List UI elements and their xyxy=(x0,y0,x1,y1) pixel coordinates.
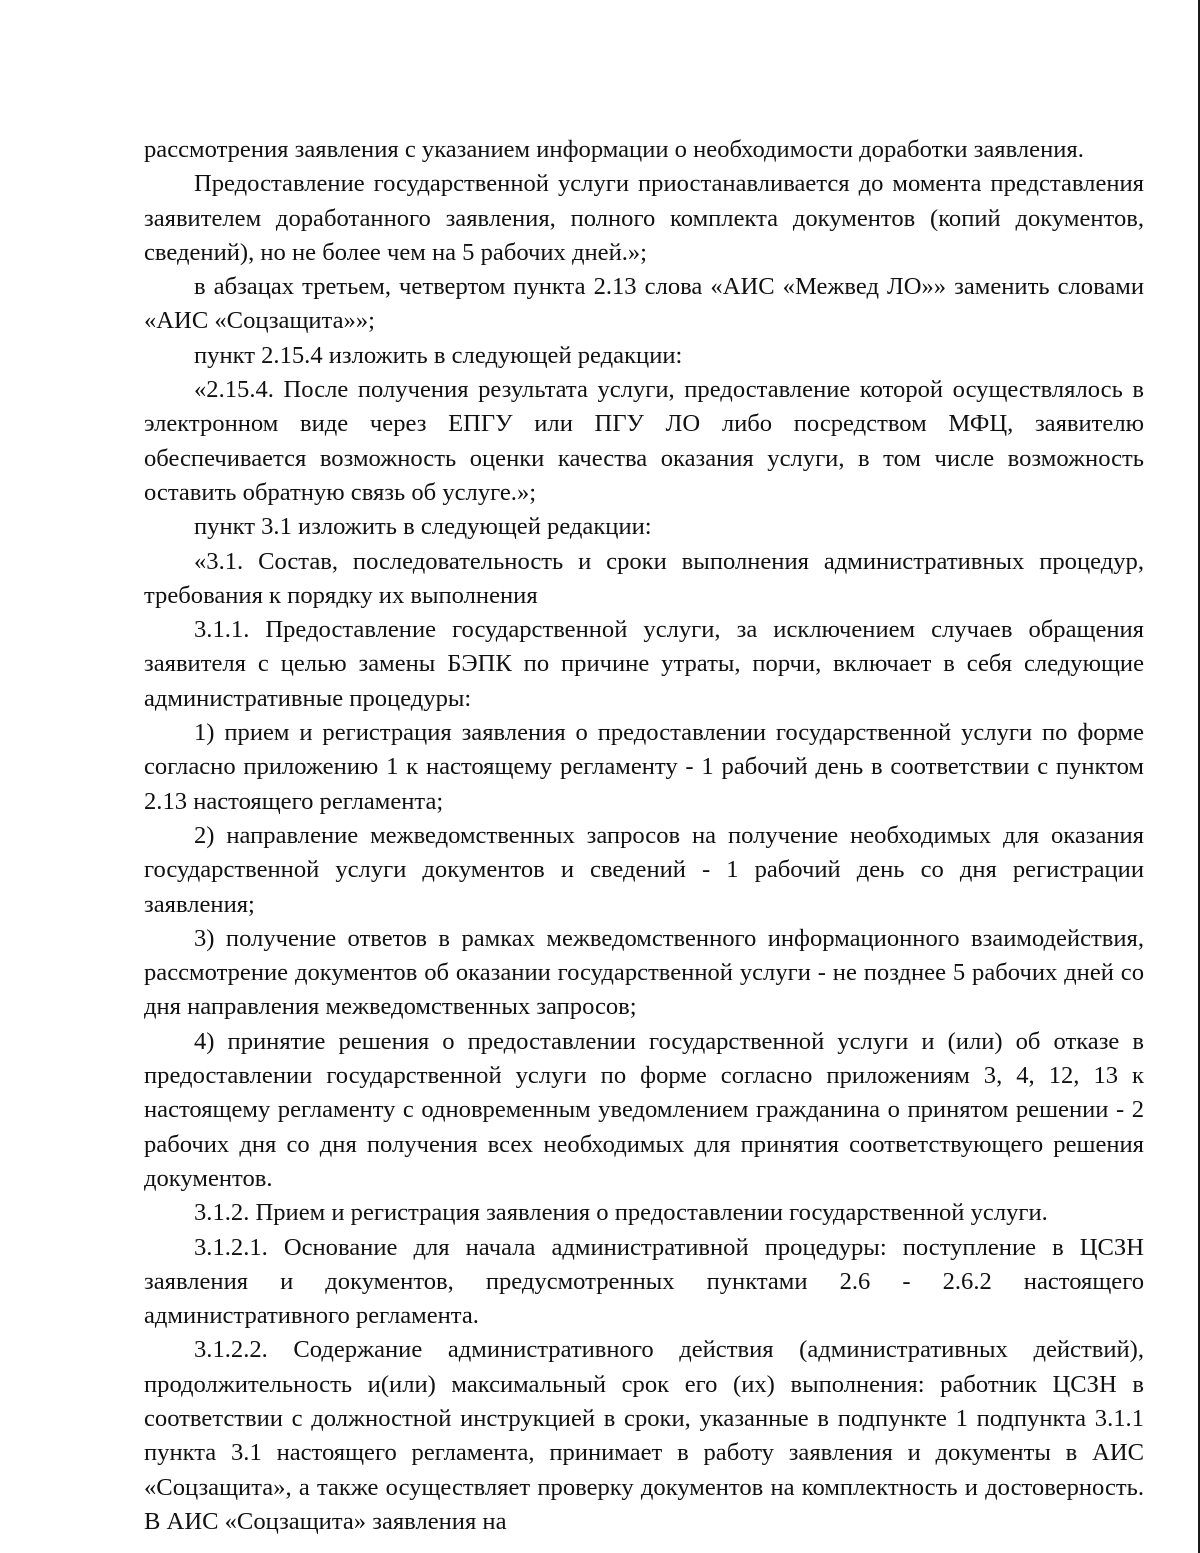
paragraph: 1) прием и регистрация заявления о предоставлении государственной услуги по форме согласно приложению 1 к настоящему регламенту - 1 рабочий день в соответствии с пунктом 2.13 настоящего регламента; xyxy=(144,719,1144,815)
paragraph: рассмотрения заявления с указанием информации о необходимости доработки заявления. xyxy=(144,136,1084,163)
paragraph: пункт 2.15.4 изложить в следующей редакции: xyxy=(194,341,683,369)
paragraph: пункт 3.1 изложить в следующей редакции: xyxy=(194,513,652,541)
paragraph: 3) получение ответов в рамках межведомственного информационного взаимодействия, рассмотрение документов об оказании государственной услуги - не позднее 5 рабочих дней со дня направления межведомственных запросов; xyxy=(144,924,1144,1021)
paragraph: 3.1.2. Прием и регистрация заявления о предоставлении государственной услуги. xyxy=(194,1199,1048,1227)
document-body xyxy=(144,133,1144,1539)
paragraph: 4) принятие решения о предоставлении государственной услуги и (или) об отказе в предоставлении государственной услуги по форме согласно приложениям 3, 4, 12, 13 к настоящему регламенту с одновременным уведомлением гражданина о принятом решении - 2 рабочих дня со дня получения всех необходимых для принятия соответствующего решения документов. xyxy=(144,1027,1144,1192)
paragraph: 3.1.2.1. Основание для начала административной процедуры: поступление в ЦСЗН заявления и документов, предусмотренных пунктами 2.6 - 2.6.2 настоящего административного регламента. xyxy=(144,1233,1144,1330)
paragraph: Предоставление государственной услуги приостанавливается до момента представления заявителем доработанного заявления, полного комплекта документов (копий документов, сведений), но не более чем на 5 рабочих дней.»; xyxy=(144,170,1144,266)
paragraph: «3.1. Состав, последовательность и сроки выполнения административных процедур, требования к порядку их выполнения xyxy=(144,547,1144,609)
paragraph: «2.15.4. После получения результата услуги, предоставление которой осуществлялось в электронном виде через ЕПГУ или ПГУ ЛО либо посредством МФЦ, заявителю обеспечивается возможность оценки качества оказания услуги, в том числе возможность оставить обратную связь об услуге.»; xyxy=(144,376,1144,506)
paragraph: 3.1.2.2. Содержание административного действия (административных действий), продолжительность и(или) максимальный срок его (их) выполнения: работник ЦСЗН в соответствии с должностной инструкцией в сроки, указанные в подпункте 1 подпункта 3.1.1 пункта 3.1 настоящего регламента, принимает в работу заявления и документы в АИС «Соцзащита», а также осуществляет проверку документов на комплектность и достоверность. В АИС «Соцзащита» заявления на xyxy=(144,1336,1144,1535)
paragraph: 2) направление межведомственных запросов на получение необходимых для оказания государственной услуги документов и сведений - 1 рабочий день со дня регистрации заявления; xyxy=(144,821,1144,918)
paragraph: в абзацах третьем, четвертом пункта 2.13 слова «АИС «Межвед ЛО»» заменить словами «АИС «Соцзащита»»; xyxy=(144,273,1144,335)
paragraph: 3.1.1. Предоставление государственной услуги, за исключением случаев обращения заявителя с целью замены БЭПК по причине утраты, порчи, включает в себя следующие административные процедуры: xyxy=(144,616,1144,712)
